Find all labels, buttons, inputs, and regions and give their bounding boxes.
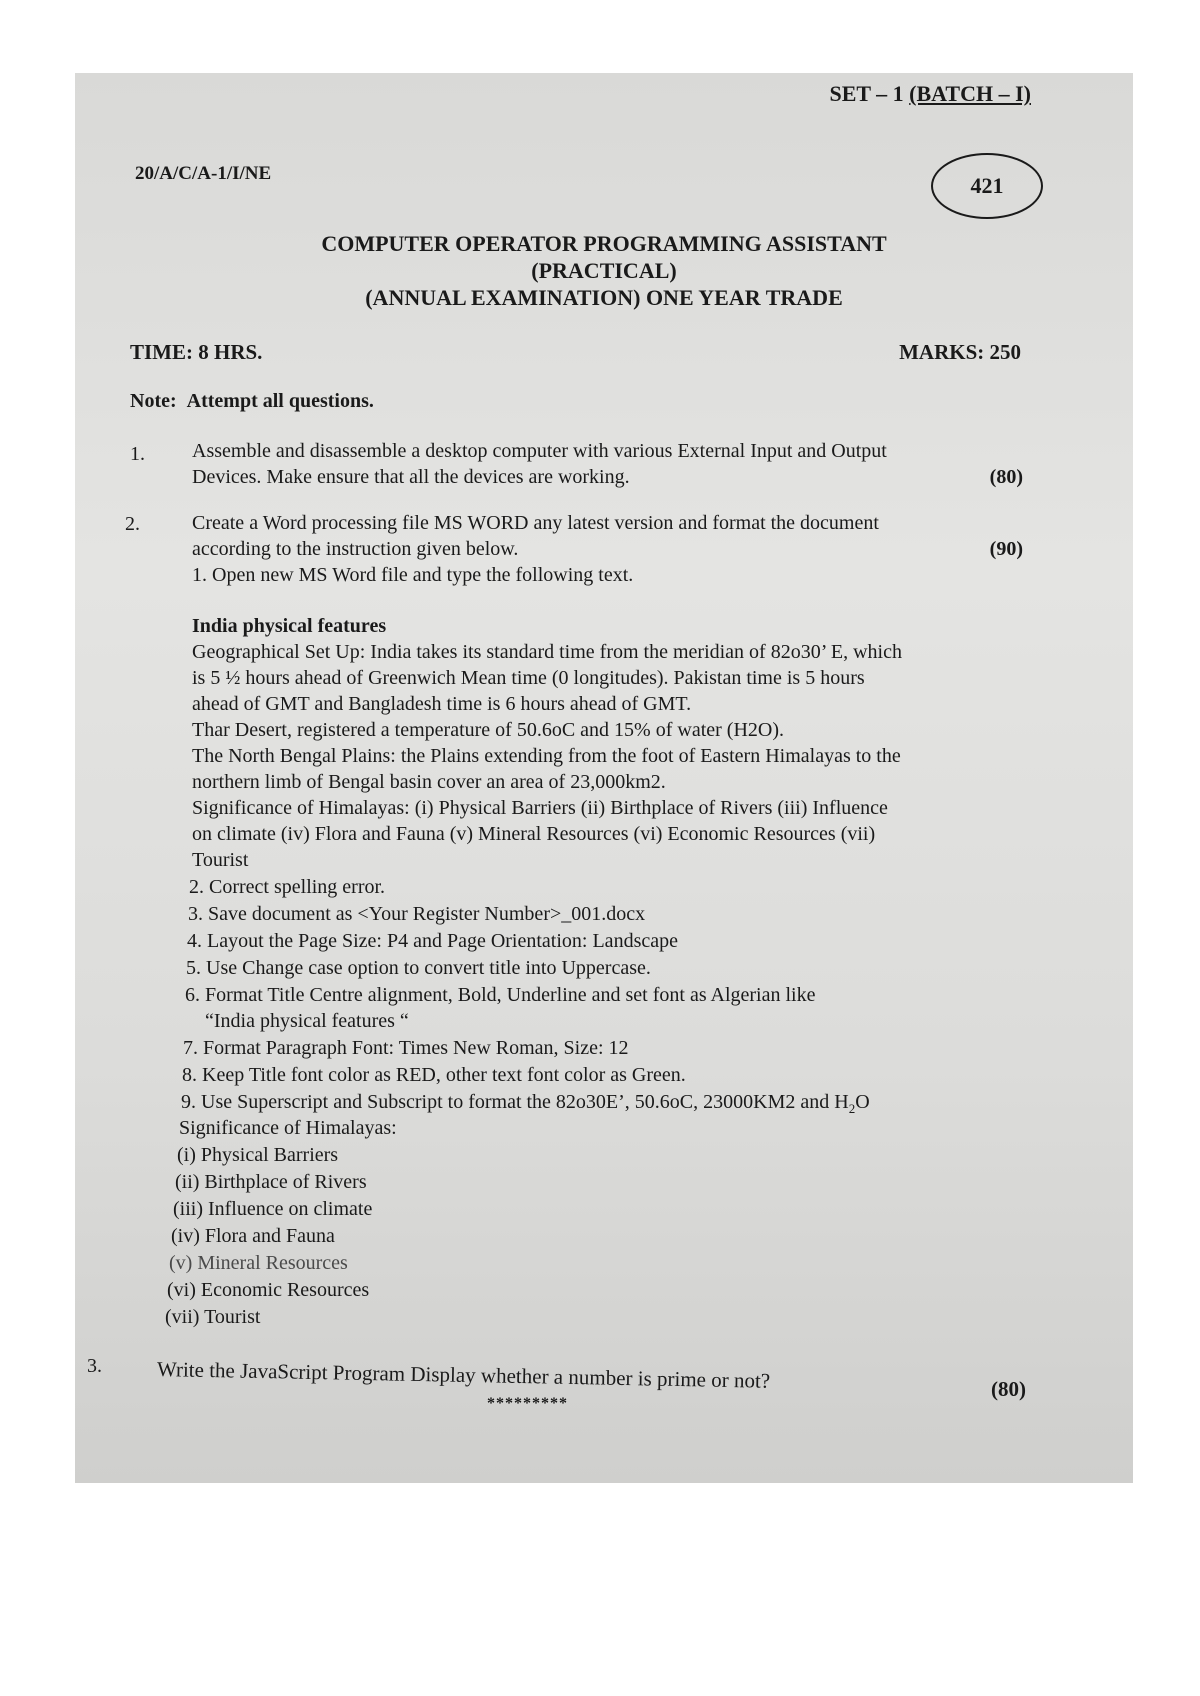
- q2-line-2: according to the instruction given below.: [192, 538, 519, 560]
- sig-list-item: (iv) Flora and Fauna: [171, 1225, 335, 1247]
- sig-list-item: (vii) Tourist: [165, 1306, 261, 1328]
- q2-step: “India physical features “: [205, 1010, 409, 1032]
- q2-para-line: Tourist: [192, 849, 249, 871]
- q2-line-3: 1. Open new MS Word file and type the following text.: [192, 564, 634, 586]
- exam-paper-photo: [75, 73, 1133, 1483]
- q1-line-1: Assemble and disassemble a desktop computer with various External Input and Output: [192, 440, 887, 462]
- sig-list-item: (v) Mineral Resources: [169, 1252, 348, 1274]
- q2-step: 6. Format Title Centre alignment, Bold, Underline and set font as Algerian like: [185, 984, 816, 1006]
- sig-list-item: (vi) Economic Resources: [167, 1279, 370, 1301]
- q2-para-line: Geographical Set Up: India takes its standard time from the meridian of 82o30’ E, which: [192, 641, 902, 663]
- q2-step: 4. Layout the Page Size: P4 and Page Orientation: Landscape: [187, 930, 678, 952]
- paper-number-oval: [931, 153, 1043, 219]
- exam-marks: MARKS: 250: [899, 340, 1021, 364]
- note: Note: Attempt all questions.: [130, 390, 374, 412]
- q2-step: 2. Correct spelling error.: [189, 876, 386, 898]
- q3-text: Write the JavaScript Program Display whether a number is prime or not?: [156, 1357, 771, 1393]
- q2-step: 8. Keep Title font color as RED, other text font color as Green.: [182, 1064, 686, 1086]
- title-line-1: COMPUTER OPERATOR PROGRAMMING ASSISTANT: [321, 231, 887, 256]
- q2-para-line: The North Bengal Plains: the Plains extending from the foot of Eastern Himalayas to the: [192, 745, 901, 767]
- sig-list-item: (iii) Influence on climate: [173, 1198, 373, 1220]
- sig-list-item: (ii) Birthplace of Rivers: [175, 1171, 367, 1193]
- batch-label: (BATCH – I): [909, 81, 1031, 106]
- q1-line-2: Devices. Make ensure that all the devices are working.: [192, 466, 630, 488]
- q2-heading: India physical features: [192, 615, 387, 637]
- q2-para-line: is 5 ½ hours ahead of Greenwich Mean time (0 longitudes). Pakistan time is 5 hours: [192, 667, 865, 689]
- q2-para-line: Thar Desert, registered a temperature of 50.6oC and 15% of water (H2O).: [192, 719, 784, 741]
- sig-heading: Significance of Himalayas:: [179, 1117, 397, 1139]
- q2-para-line: Significance of Himalayas: (i) Physical Barriers (ii) Birthplace of Rivers (iii) Influence: [192, 797, 888, 819]
- q2-step: 3. Save document as <Your Register Number>_001.docx: [188, 903, 646, 925]
- paper-code: 20/A/C/A-1/I/NE: [135, 163, 272, 184]
- q2-step-9: 9. Use Superscript and Subscript to format the 82o30E’, 50.6oC, 23000KM2 and $H_2O$: [181, 1091, 870, 1116]
- end-stars: *********: [487, 1395, 568, 1412]
- q1-marks: (80): [989, 466, 1023, 488]
- title-line-3: (ANNUAL EXAMINATION) ONE YEAR TRADE: [365, 285, 843, 310]
- exam-time: TIME: 8 HRS.: [130, 340, 263, 364]
- q2-step: 5. Use Change case option to convert title into Uppercase.: [186, 957, 651, 979]
- q2-step: 7. Format Paragraph Font: Times New Roman, Size: 12: [183, 1037, 629, 1059]
- sig-list-item: (i) Physical Barriers: [177, 1144, 339, 1166]
- q2-line-1: Create a Word processing file MS WORD any latest version and format the document: [192, 512, 879, 534]
- q2-para-line: on climate (iv) Flora and Fauna (v) Mineral Resources (vi) Economic Resources (vii): [192, 823, 876, 845]
- q2-number: 2.: [125, 513, 140, 535]
- paper-number: 421: [970, 173, 1004, 198]
- q3-number: 3.: [87, 1355, 102, 1377]
- set-label: SET – 1 (BATCH – I): [829, 81, 1031, 106]
- q2-para-line: ahead of GMT and Bangladesh time is 6 hours ahead of GMT.: [192, 693, 692, 715]
- title-line-2: (PRACTICAL): [531, 258, 677, 283]
- q2-marks: (90): [989, 538, 1023, 560]
- q1-number: 1.: [130, 443, 145, 465]
- q3-marks: (80): [991, 1377, 1026, 1401]
- q2-para-line: northern limb of Bengal basin cover an area of 23,000km2.: [192, 771, 666, 793]
